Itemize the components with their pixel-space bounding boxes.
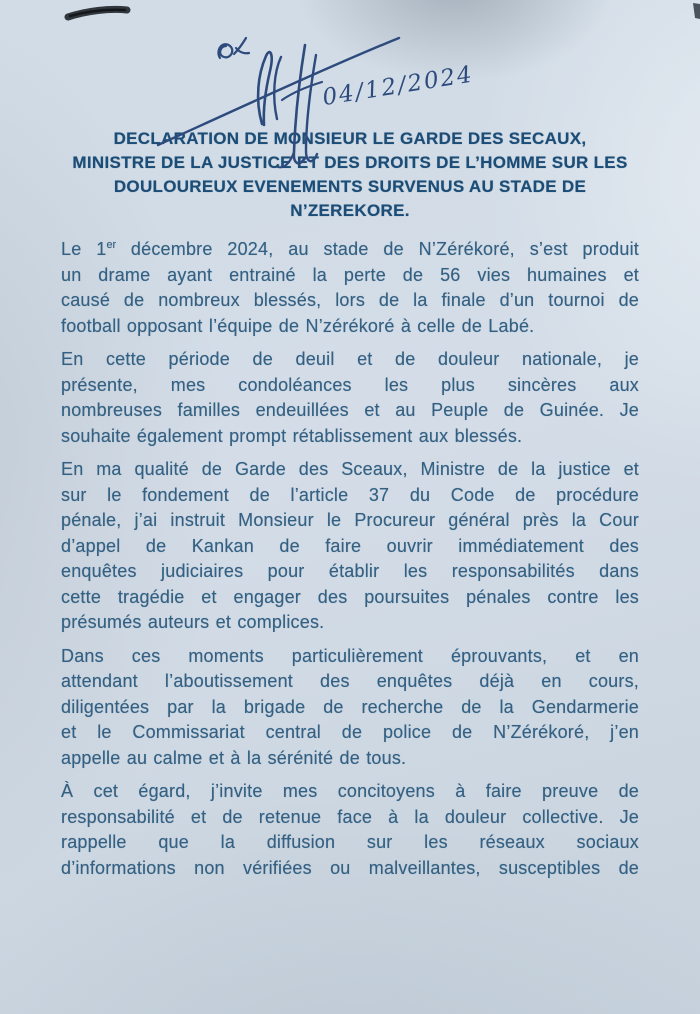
approval-scribble <box>218 38 249 58</box>
paragraph-line: responsabilité et de retenue face à la douleur collective. Je <box>61 806 639 827</box>
paragraph <box>61 347 639 449</box>
paragraph-line: un drame ayant entrainé la perte de 56 vies humaines et <box>61 264 639 285</box>
paragraph-line: enquêtes judiciaires pour établir les responsabilités dans <box>61 561 639 581</box>
paragraph-line: cette tragédie et engager des poursuites pénales contre les <box>61 586 639 607</box>
paragraph <box>61 644 639 772</box>
paragraph-line: Le 1er décembre 2024, au stade de N’Zérékoré, s’est produit <box>61 239 639 259</box>
paragraph-line: attendant l’aboutissement des enquêtes déjà en cours, <box>61 671 639 691</box>
paragraph <box>61 233 639 339</box>
paragraph-line: En ma qualité de Garde des Sceaux, Ministre de la justice et <box>61 459 639 479</box>
paragraph-line: appelle au calme et à la sérénité de tous. <box>61 747 407 768</box>
handwritten-date: 04/12/2024 <box>320 61 476 112</box>
paragraph-line: d’informations non vérifiées ou malveillantes, susceptibles de <box>61 857 639 878</box>
paragraph-line: rappelle que la diffusion sur les réseaux sociaux <box>61 832 639 852</box>
paragraph-line: pénale, j’ai instruit Monsieur le Procureur général près la Cour <box>61 510 639 530</box>
title-line: DOULOUREUX EVENEMENTS SURVENUS AU STADE DE <box>113 177 587 196</box>
paragraph-line: football opposant l’équipe de N’zérékoré à celle de Labé. <box>61 315 535 336</box>
paragraph <box>61 779 639 881</box>
pen-mark <box>68 9 127 17</box>
paragraph-line: d’appel de Kankan de faire ouvrir immédiatement des <box>61 535 639 556</box>
paragraph-line: À cet égard, j’invite mes concitoyens à faire preuve de <box>61 781 639 801</box>
superscript: er <box>106 239 117 251</box>
title-line: DECLARATION DE MONSIEUR LE GARDE DES SECAUX, <box>113 129 587 148</box>
document-title <box>44 127 656 223</box>
title-line: MINISTRE DE LA JUSTICE ET DES DROITS DE L’HOMME SUR LES <box>72 153 628 172</box>
paragraph-line: souhaite également prompt rétablissement aux blessés. <box>61 425 523 446</box>
paragraph-line: En cette période de deuil et de douleur nationale, je <box>61 349 639 369</box>
paragraph <box>61 457 639 636</box>
paragraph-line: Dans ces moments particulièrement éprouvants, et en <box>61 645 639 666</box>
paragraph-line: présumés auteurs et complices. <box>61 612 325 632</box>
title-line: N’ZEREKORE. <box>290 201 410 220</box>
paragraph-line: présente, mes condoléances les plus sincères aux <box>61 374 639 395</box>
document-body <box>61 233 639 881</box>
pen-mark-core <box>70 10 125 16</box>
paragraph-line: nombreuses familles endeuillées et au Peuple de Guinée. Je <box>61 400 639 420</box>
corner-mark <box>693 3 700 19</box>
paragraph-line: diligentées par la brigade de recherche de la Gendarmerie <box>61 696 639 717</box>
paragraph-line: et le Commissariat central de police de N’Zérékoré, j’en <box>61 722 639 742</box>
paragraph-line: causé de nombreux blessés, lors de la finale d’un tournoi de <box>61 290 639 310</box>
paragraph-line: sur le fondement de l’article 37 du Code de procédure <box>61 484 639 505</box>
